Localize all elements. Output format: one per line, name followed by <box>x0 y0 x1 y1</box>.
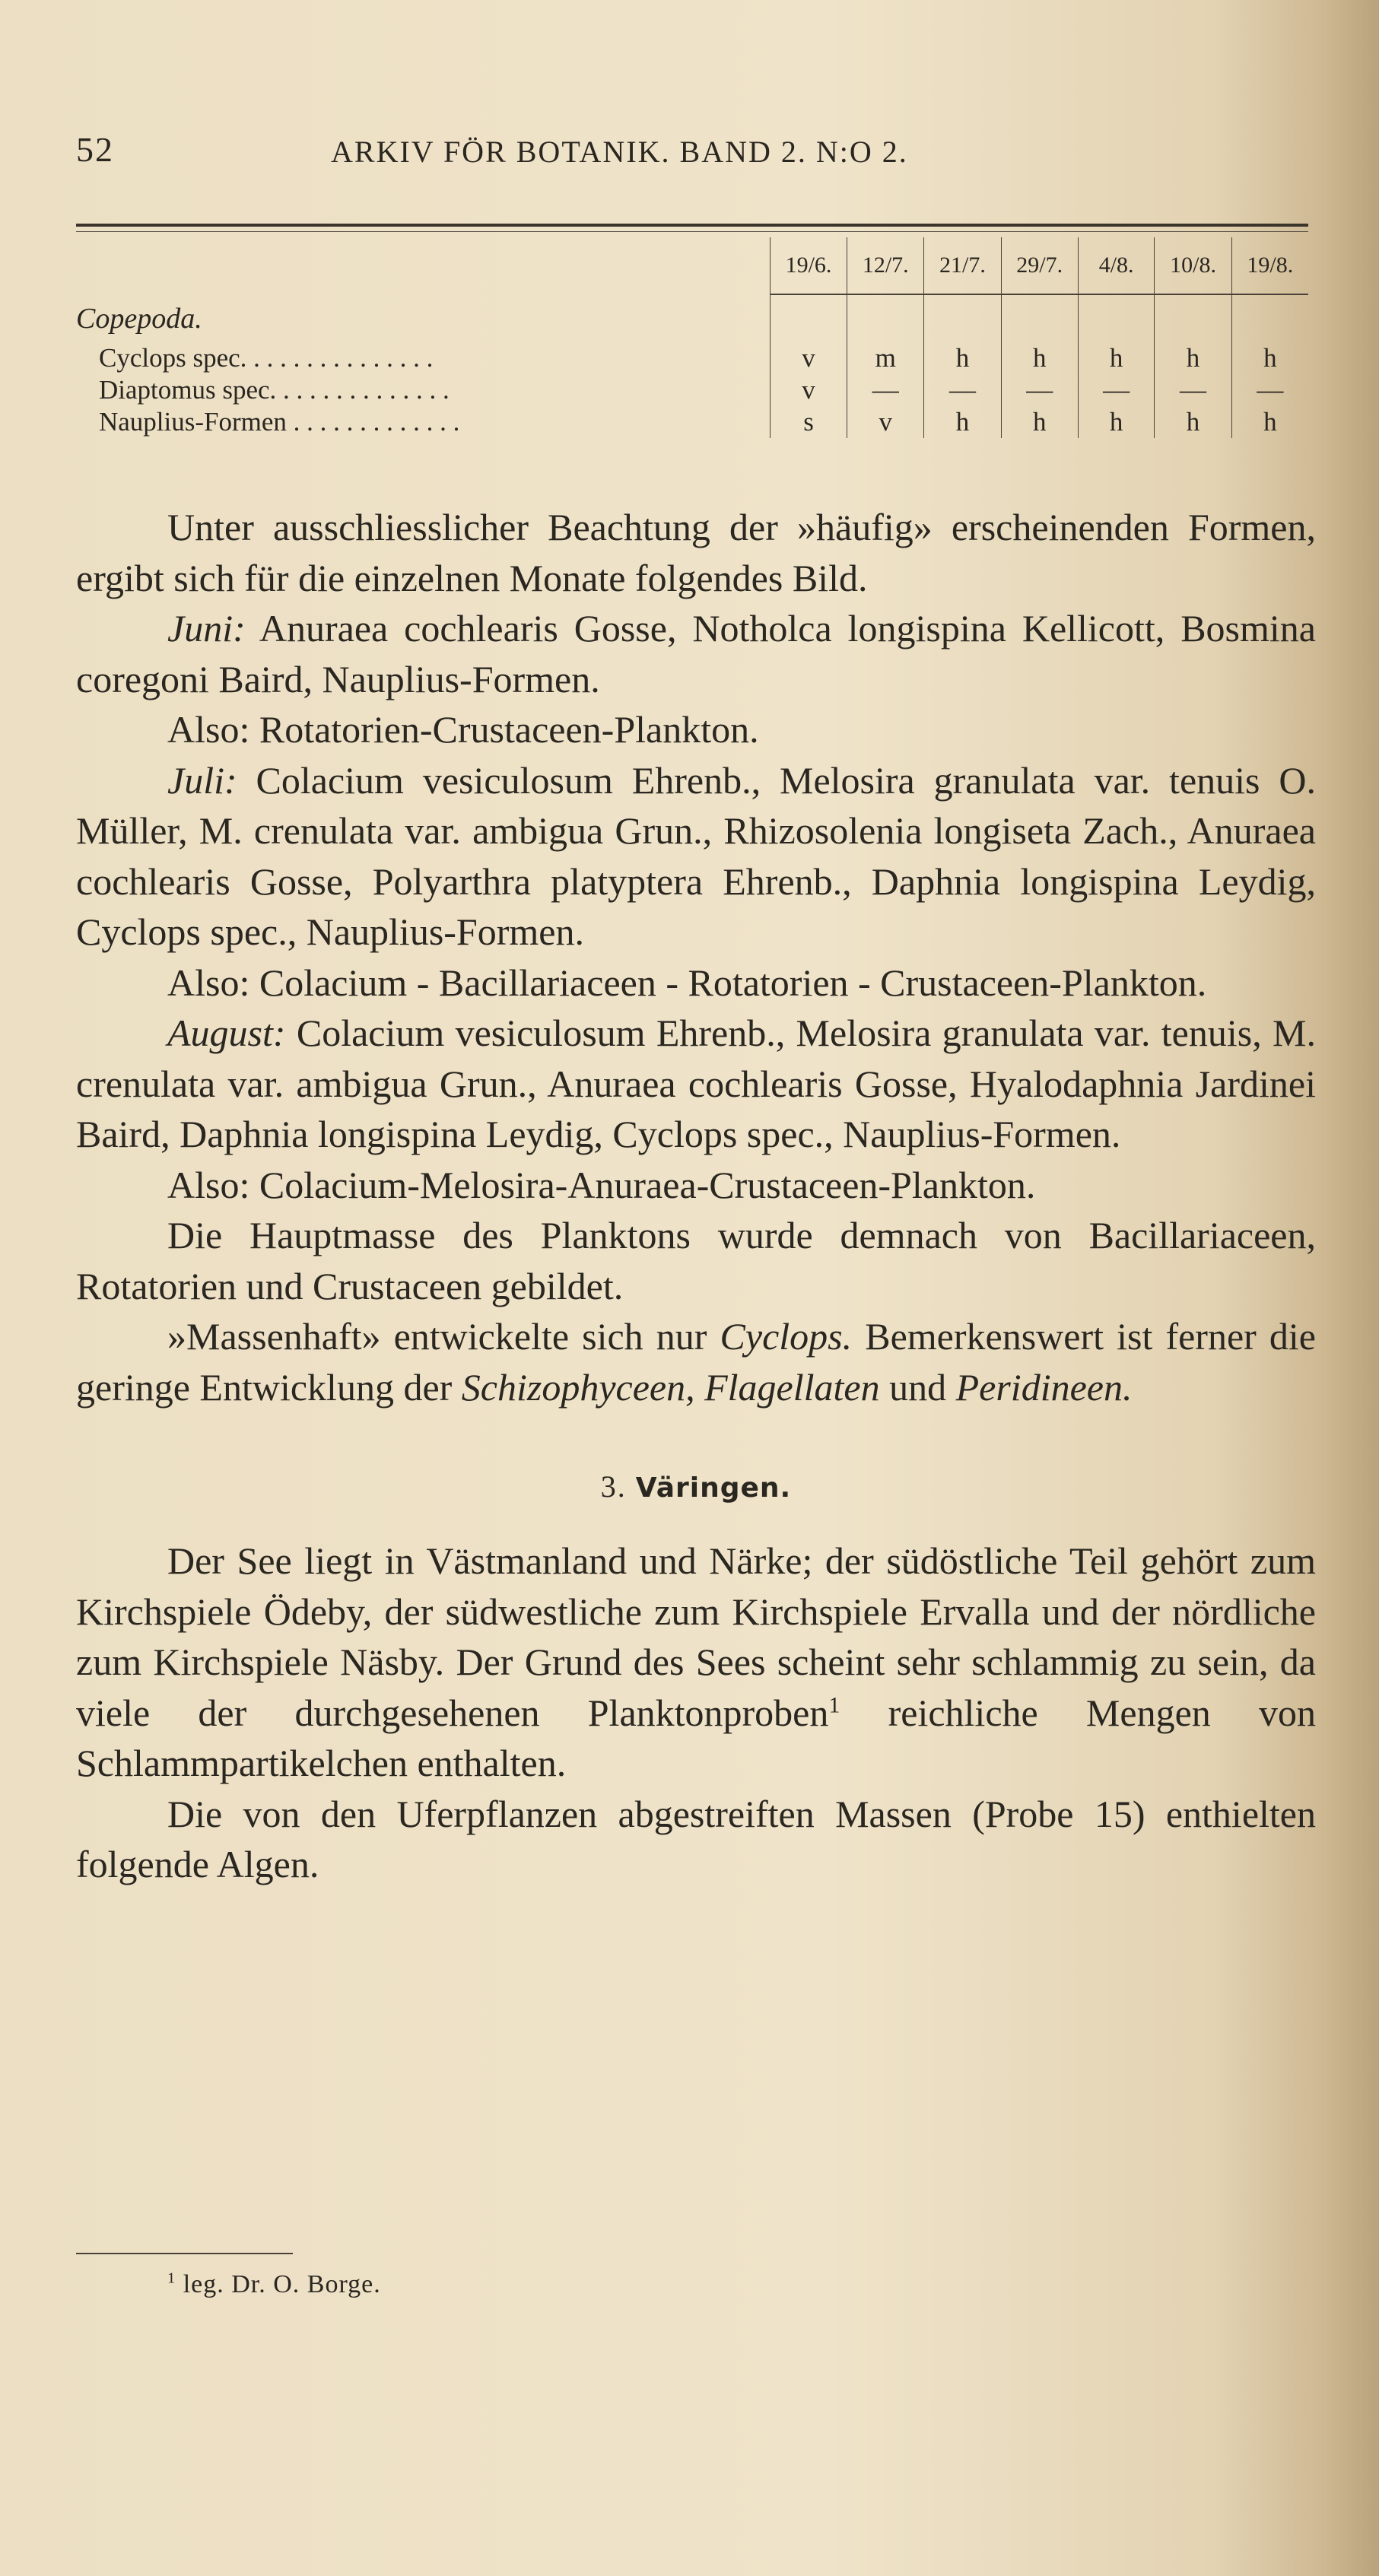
species-list: Colacium vesiculosum Ehrenb., Melosira granulata var. tenuis O. Müller, M. crenulata var. ambigua Grun., Rhizosolenia longiseta Zach., Anuraea cochlearis Gosse, Polyarthra platyptera Ehrenb., Daphnia longispina Leydig, Cyclops spec., Nauplius-Formen. <box>76 758 1316 953</box>
taxon-name: Schizophyceen, <box>461 1365 695 1409</box>
table-row <box>76 374 1308 406</box>
month-label: Juni: <box>167 607 246 650</box>
row-label: Cyclops spec. . . . . . . . . . . . . . . <box>99 343 434 373</box>
footnote-text: leg. Dr. O. Borge. <box>183 2270 381 2298</box>
table-cell: — <box>1078 374 1155 406</box>
paragraph-juli-also: Also: Colacium - Bacillariaceen - Rotatorien - Crustaceen-Plankton. <box>167 961 1207 1004</box>
table-row <box>76 406 1308 438</box>
date-header: 19/8. <box>1231 237 1308 294</box>
paragraph-hauptmasse: Die Hauptmasse des Planktons wurde demnach von Bacillariaceen, Rotatorien und Crustaceen gebildet. <box>76 1214 1316 1307</box>
species-list: Colacium vesiculosum Ehrenb., Melosira granulata var. tenuis, M. crenulata var. ambigua Grun., Anuraea cochlearis Gosse, Hyalodaphnia Jardinei Baird, Daphnia longispina Leydig, Cyclops spec., Nauplius-Formen. <box>76 1012 1316 1155</box>
date-header: 21/7. <box>924 237 1001 294</box>
month-label: August: <box>167 1012 286 1054</box>
table-cell: h <box>1001 342 1078 374</box>
table-cell: — <box>1155 374 1231 406</box>
table-cell: v <box>847 406 924 438</box>
table-header-row <box>76 237 1308 294</box>
taxon-name: Cyclops. <box>720 1315 853 1358</box>
row-label: Nauplius-Formen . . . . . . . . . . . . . <box>99 407 460 437</box>
section-name: Väringen. <box>635 1472 792 1504</box>
table-cell: — <box>1001 374 1078 406</box>
date-header: 12/7. <box>847 237 924 294</box>
table-cell: — <box>924 374 1001 406</box>
table-cell: v <box>770 374 847 406</box>
paragraph-juni <box>76 603 1316 704</box>
table-cell: h <box>1231 406 1308 438</box>
paragraph-massenhaft: »Massenhaft» entwickelte sich nur Cyclops. Bemerkenswert ist ferner die geringe Entwicklung der Schizophyceen, Flagellaten und Peridineen. <box>76 1315 1316 1409</box>
table-cell: h <box>1155 342 1231 374</box>
table-cell: s <box>770 406 847 438</box>
paragraph-august-also: Also: Colacium-Melosira-Anuraea-Crustaceen-Plankton. <box>167 1163 1036 1206</box>
table-cell: v <box>770 342 847 374</box>
header-rule-thin <box>76 231 1308 232</box>
table-cell: h <box>1231 342 1308 374</box>
page-number: 52 <box>76 130 114 169</box>
table-row <box>76 342 1308 374</box>
header-rule <box>76 224 1308 227</box>
table-cell: h <box>1078 342 1155 374</box>
species-list: Anuraea cochlearis Gosse, Notholca longispina Kellicott, Bosmina coregoni Baird, Nauplius-Formen. <box>76 607 1316 700</box>
table-section-row <box>76 294 1308 342</box>
running-title: ARKIV FÖR BOTANIK. BAND 2. N:O 2. <box>331 135 908 169</box>
paragraph-uferpflanzen: Die von den Uferpflanzen abgestreiften Massen (Probe 15) enthielten folgende Algen. <box>76 1792 1316 1885</box>
taxon-name: Peridineen. <box>955 1365 1133 1409</box>
month-label: Juli: <box>167 758 237 802</box>
date-header: 4/8. <box>1078 237 1155 294</box>
paragraph-intro: Unter ausschliesslicher Beachtung der »häufig» erscheinenden Formen, ergibt sich für die einzelnen Monate folgendes Bild. <box>76 506 1316 599</box>
body-text <box>76 502 1316 1890</box>
table-cell: m <box>847 342 924 374</box>
taxon-name: Flagellaten <box>704 1365 880 1409</box>
table-cell: h <box>1001 406 1078 438</box>
section-title: Copepoda. <box>76 302 202 335</box>
date-header: 19/6. <box>770 237 847 294</box>
footnote-marker: 1 <box>828 1691 840 1717</box>
footnote <box>167 2270 381 2299</box>
table-cell: — <box>847 374 924 406</box>
page-header <box>76 129 1308 175</box>
section-number: 3. <box>600 1469 627 1504</box>
row-label: Diaptomus spec. . . . . . . . . . . . . . <box>99 375 450 405</box>
table-cell: h <box>924 406 1001 438</box>
date-header: 29/7. <box>1001 237 1078 294</box>
footnote-rule <box>76 2253 293 2254</box>
footnote-number: 1 <box>167 2269 176 2287</box>
table-cell: h <box>1078 406 1155 438</box>
table-cell: h <box>924 342 1001 374</box>
date-header: 10/8. <box>1155 237 1231 294</box>
section-heading <box>76 1464 1316 1511</box>
paragraph-juni-also: Also: Rotatorien-Crustaceen-Plankton. <box>167 708 759 751</box>
paragraph-august <box>76 1008 1316 1160</box>
table-cell: — <box>1231 374 1308 406</box>
paragraph-see: Der See liegt in Västmanland und Närke; der südöstliche Teil gehört zum Kirchspiele Ödeby, der südwestliche zum Kirchspiele Ervalla und der nördliche zum Kirchspiele Näsby. Der Grund des Sees scheint sehr schlammig zu sein, da viele der durchgesehenen Planktonproben$^1$ reichliche Mengen von Schlammpartikelchen enthalten. <box>76 1539 1316 1784</box>
paragraph-juli <box>76 755 1316 958</box>
plankton-table <box>76 237 1308 438</box>
table-cell: h <box>1155 406 1231 438</box>
